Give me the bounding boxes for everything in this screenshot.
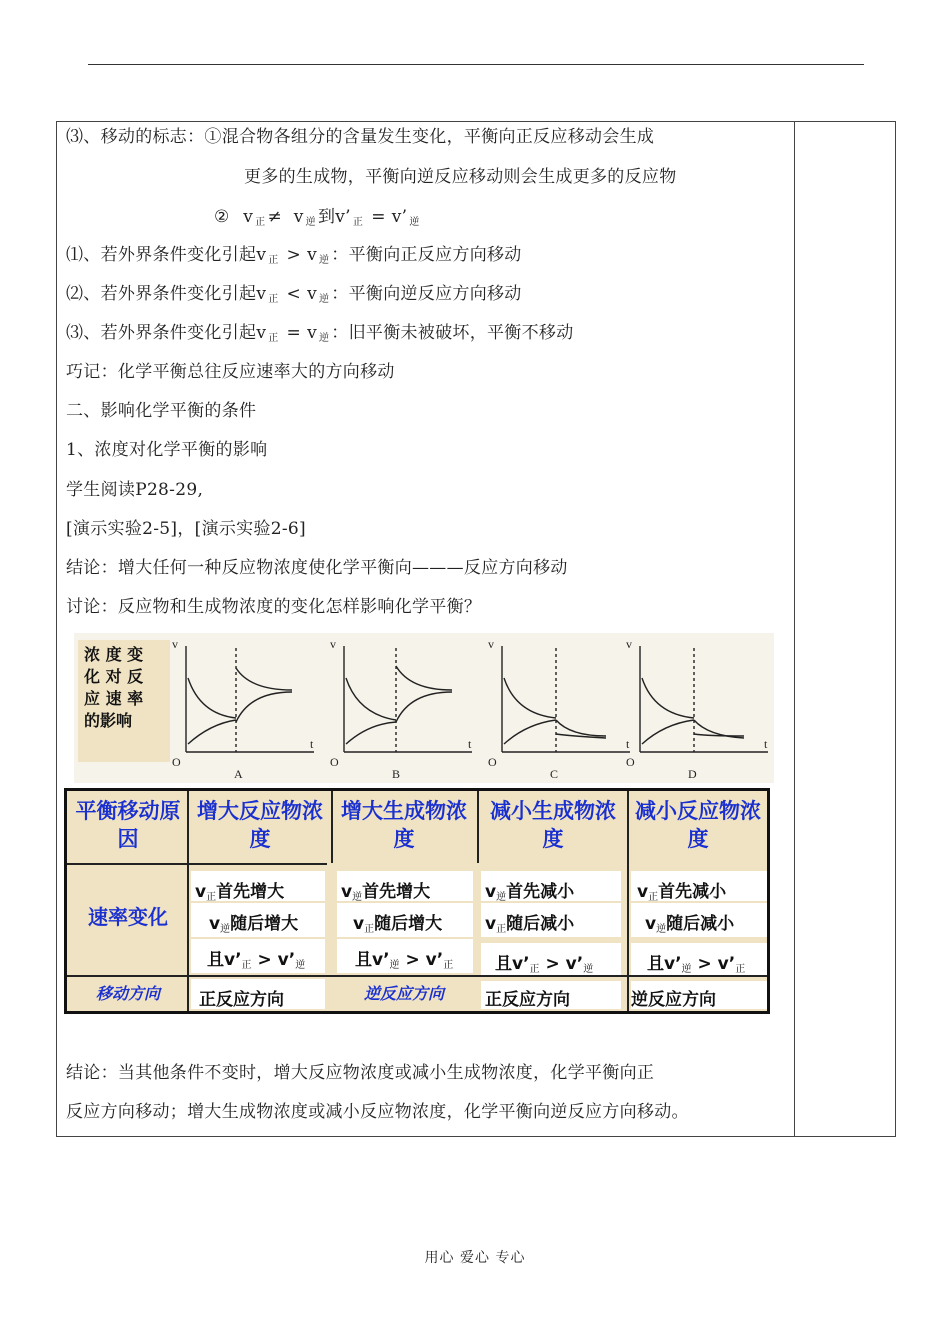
direction: 逆反应方向: [631, 981, 767, 1009]
axis-t-label: t: [764, 737, 768, 751]
conclusion-line: 结论：当其他条件不变时，增大反应物浓度或减小生成物浓度，化学平衡向正: [66, 1063, 655, 1083]
rate-first: v正首先减小: [631, 871, 767, 901]
rate-compare: 且v’逆 > v’正: [631, 943, 767, 975]
graph-letter: B: [392, 767, 401, 781]
rate-first: v逆首先减小: [481, 871, 621, 901]
text-line: 结论：增大任何一种反应物浓度使化学平衡向———反应方向移动: [66, 558, 568, 578]
direction: 正反应方向: [191, 979, 325, 1009]
text-line: 1、浓度对化学平衡的影响: [66, 440, 268, 460]
origin-label: O: [488, 755, 497, 769]
graph-letter: C: [550, 767, 559, 781]
graph-letter: A: [234, 767, 243, 781]
text-line: 更多的生成物，平衡向逆反应移动则会生成更多的反应物: [244, 167, 677, 187]
rate-then: v逆随后增大: [191, 903, 325, 937]
rate-compare: 且v’正 > v’逆: [191, 939, 325, 973]
text-line: [演示实验2-5]，[演示实验2-6]: [66, 519, 306, 539]
direction: 逆反应方向: [363, 984, 444, 1003]
rate-first: v逆首先增大: [337, 871, 473, 901]
axis-v-label: v: [172, 640, 178, 651]
section-heading: 二、影响化学平衡的条件: [66, 401, 257, 421]
page-footer: 用心 爱心 专心: [424, 1250, 526, 1266]
axis-v-label: v: [488, 640, 494, 651]
rate-then: v正随后减小: [481, 903, 621, 937]
margin-column-divider: [794, 121, 795, 1137]
axis-t-label: t: [468, 737, 472, 751]
rate-graph-a: [170, 640, 320, 782]
rate-graph-b: [328, 640, 478, 782]
graph-letter: D: [688, 767, 697, 781]
condition-line: ⑴、若外界条件变化引起v 正 > v 逆 ：平衡向正反应方向移动: [66, 245, 522, 266]
header-decrease-product: 减小生成物浓度: [490, 799, 616, 851]
formula-line: ② v 正 ≠ v 逆 到v’ 正 = v’ 逆: [214, 207, 420, 228]
concentration-effect-table: [64, 788, 770, 1014]
figure-label: 浓 度 变 化 对 反 应 速 率 的影响: [78, 640, 170, 762]
axis-v-label: v: [626, 640, 632, 651]
header-rule: [88, 64, 864, 65]
text-line: 讨论：反应物和生成物浓度的变化怎样影响化学平衡？: [66, 597, 482, 617]
condition-line: ⑵、若外界条件变化引起v 正 < v 逆 ：平衡向逆反应方向移动: [66, 284, 522, 305]
text-line: ⑶、移动的标志：①混合物各组分的含量发生变化，平衡向正反应移动会生成: [66, 127, 655, 147]
direction: 正反应方向: [481, 981, 621, 1009]
origin-label: O: [172, 755, 181, 769]
rate-then: v逆随后减小: [631, 903, 767, 937]
axis-t-label: t: [310, 737, 314, 751]
rate-change-label: 速率变化: [88, 905, 168, 929]
rate-compare: 且v’逆 > v’正: [337, 939, 473, 973]
origin-label: O: [330, 755, 339, 769]
rate-graph-d: [624, 640, 774, 782]
header-increase-product: 增大生成物浓度: [341, 799, 467, 851]
text-line: 学生阅读P28-29,: [66, 480, 204, 500]
header-decrease-reactant: 减小反应物浓度: [635, 799, 761, 851]
rate-compare: 且v’正 > v’逆: [481, 943, 621, 975]
rate-graph-c: [486, 640, 636, 782]
axis-t-label: t: [626, 737, 630, 751]
text-line: 巧记：化学平衡总往反应速率大的方向移动: [66, 362, 395, 382]
conclusion-line: 反应方向移动；增大生成物浓度或减小反应物浓度，化学平衡向逆反应方向移动。: [66, 1102, 689, 1122]
rate-first: v正首先增大: [191, 871, 325, 901]
origin-label: O: [626, 755, 635, 769]
axis-v-label: v: [330, 640, 336, 651]
condition-line: ⑶、若外界条件变化引起v 正 = v 逆 ：旧平衡未被破坏，平衡不移动: [66, 323, 574, 344]
header-cause: 平衡移动原因: [75, 799, 181, 851]
header-increase-reactant: 增大反应物浓度: [197, 799, 323, 851]
rate-then: v正随后增大: [337, 903, 473, 937]
move-direction-label: 移动方向: [95, 984, 160, 1003]
